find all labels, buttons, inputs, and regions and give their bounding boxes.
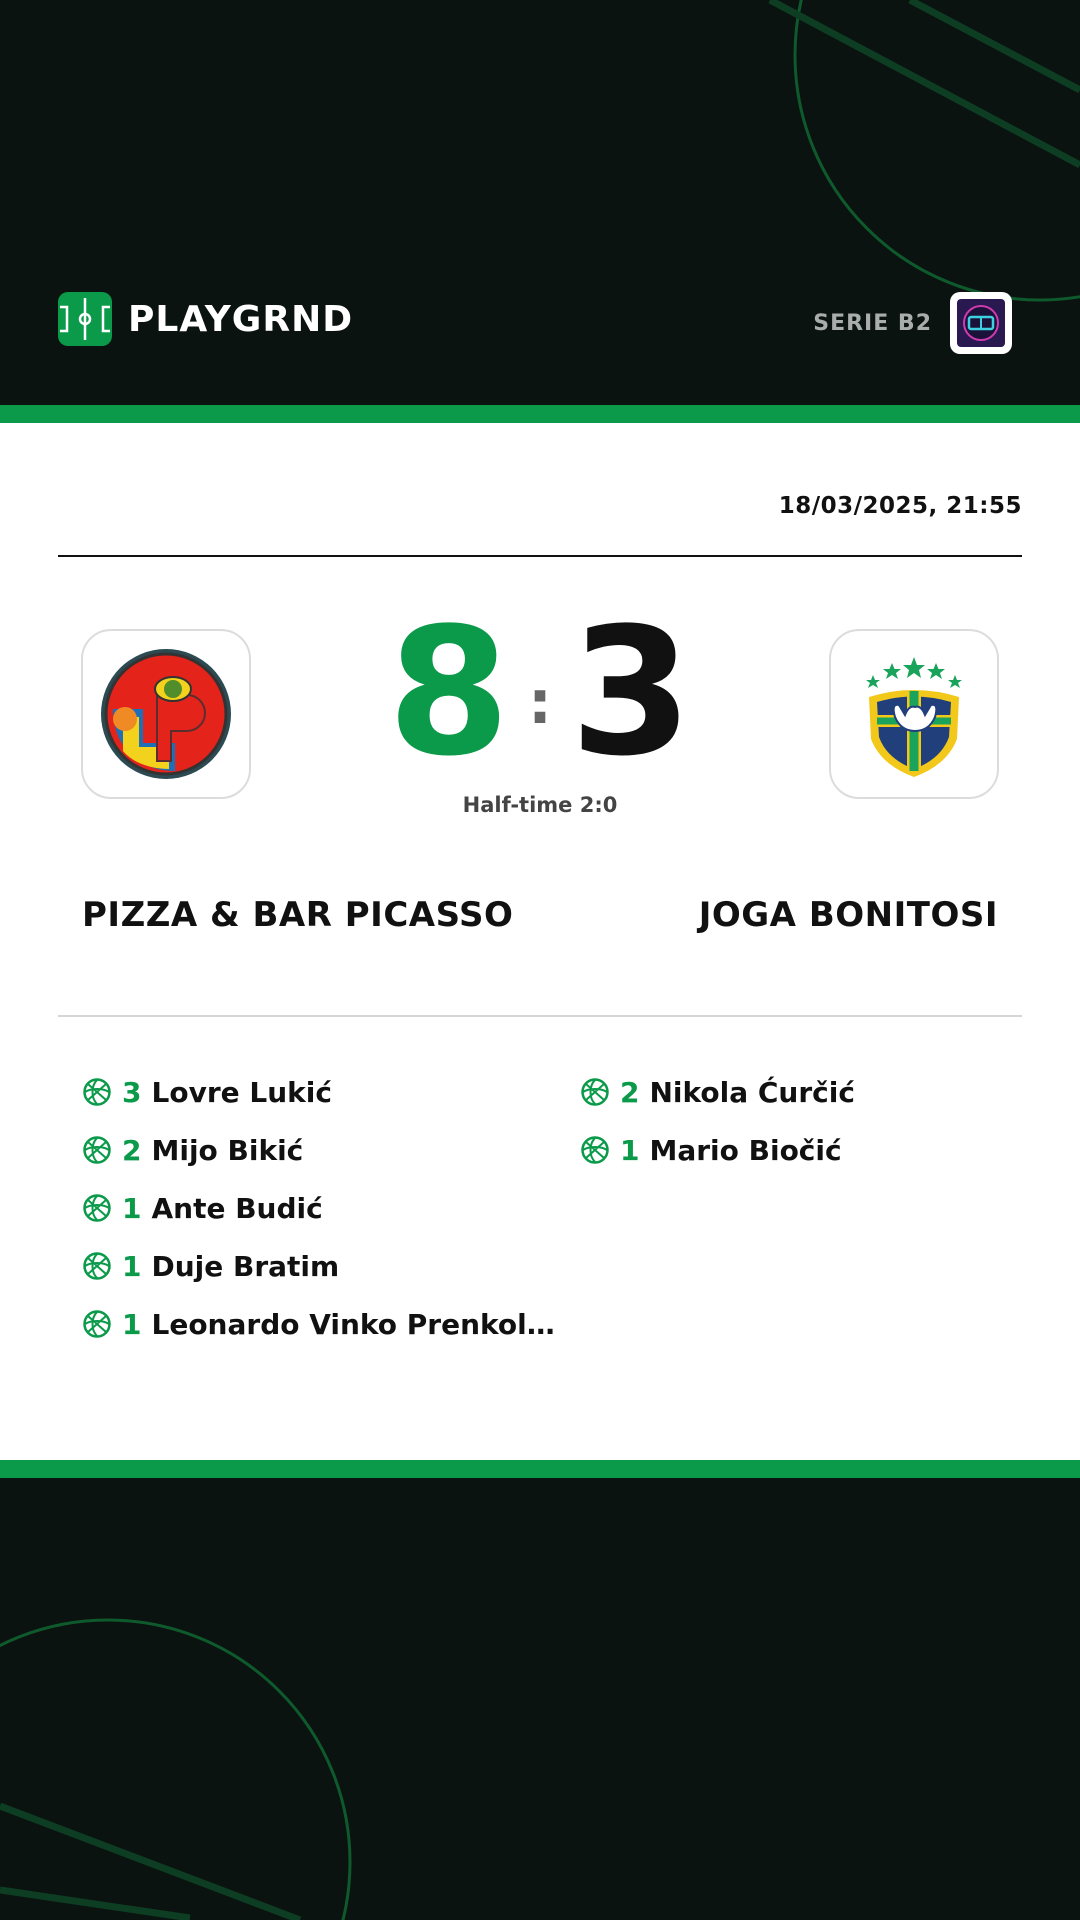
goal-count: 3 [122, 1075, 142, 1109]
football-icon [82, 1193, 112, 1223]
match-datetime: 18/03/2025, 21:55 [778, 493, 1022, 519]
football-icon [82, 1077, 112, 1107]
player-name: Duje Bratim [151, 1249, 340, 1283]
scorer-row [82, 1063, 562, 1121]
divider [58, 555, 1022, 557]
football-icon [82, 1309, 112, 1339]
goal-count: 1 [620, 1133, 640, 1167]
goal-count: 1 [122, 1249, 142, 1283]
pitch-lines-bottom-decoration [0, 1478, 1080, 1920]
football-icon [82, 1135, 112, 1165]
player-name: Mario Biočić [649, 1133, 842, 1167]
scorer-row [82, 1121, 562, 1179]
scorer-row [82, 1237, 562, 1295]
away-score: 3 [570, 590, 693, 795]
goal-count: 1 [122, 1191, 142, 1225]
match-card [0, 423, 1080, 1460]
football-icon [82, 1251, 112, 1281]
scorer-row [580, 1063, 1020, 1121]
football-icon [580, 1135, 610, 1165]
divider [58, 1015, 1022, 1017]
brand[interactable] [58, 292, 353, 346]
home-score: 8 [387, 590, 510, 795]
accent-stripe-bottom [0, 1460, 1080, 1478]
away-scorers-list [580, 1063, 1020, 1179]
halftime-score: Half-time 2:0 [462, 793, 618, 817]
player-name: Leonardo Vinko Prenkol… [151, 1307, 555, 1341]
away-team-logo[interactable] [829, 629, 999, 799]
home-scorers-list [82, 1063, 562, 1353]
player-name: Mijo Bikić [151, 1133, 304, 1167]
goal-count: 2 [620, 1075, 640, 1109]
scorer-row [580, 1121, 1020, 1179]
accent-stripe-top [0, 405, 1080, 423]
league-name: SERIE B2 [813, 310, 932, 336]
scorer-row [82, 1295, 562, 1353]
goal-count: 1 [122, 1307, 142, 1341]
scorer-row [82, 1179, 562, 1237]
player-name: Nikola Ćurčić [649, 1075, 855, 1109]
away-team-name: JOGA BONITOSI [698, 895, 998, 935]
player-name: Ante Budić [151, 1191, 323, 1225]
goal-count: 2 [122, 1133, 142, 1167]
player-name: Lovre Lukić [151, 1075, 332, 1109]
league[interactable] [813, 292, 1012, 354]
home-team-name: PIZZA & BAR PICASSO [82, 895, 514, 935]
football-pitch-icon [58, 292, 112, 346]
brand-name: PLAYGRND [128, 298, 354, 340]
score-separator: : [528, 668, 552, 738]
league-logo [950, 292, 1012, 354]
header [0, 0, 1080, 405]
football-icon [580, 1077, 610, 1107]
